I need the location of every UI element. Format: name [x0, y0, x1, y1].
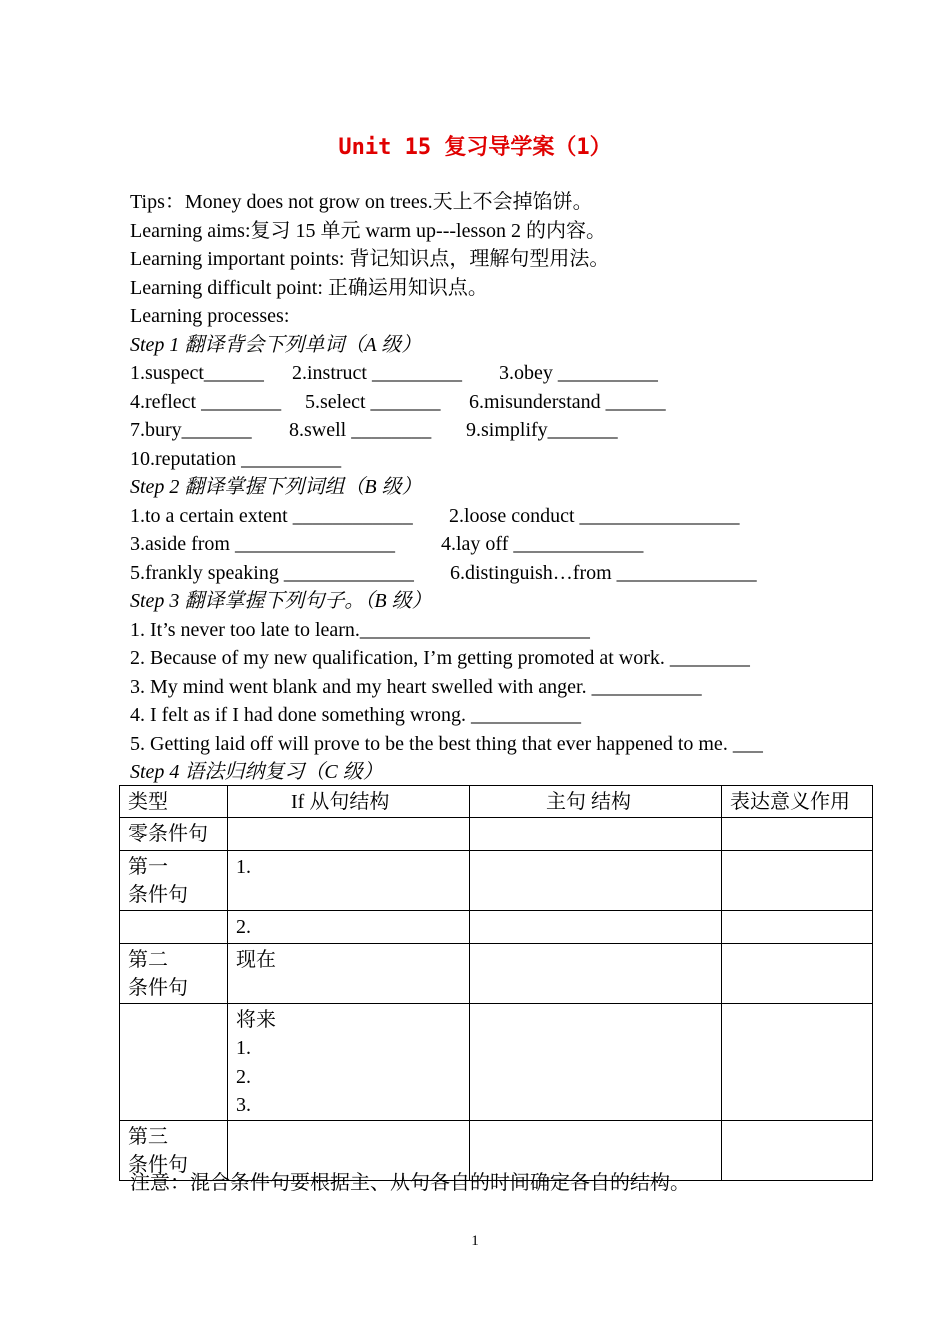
type-cell: 零条件句: [120, 817, 228, 850]
step3-heading: Step 3 翻译掌握下列句子。（B 级）: [130, 590, 432, 612]
header-meaning: 表达意义作用: [722, 786, 873, 818]
meaning-cell[interactable]: [722, 943, 873, 1003]
if-clause-cell[interactable]: 1.: [228, 850, 470, 910]
if-clause-cell[interactable]: 将来 1. 2. 3.: [228, 1003, 470, 1120]
table-row: [120, 1003, 873, 1120]
main-clause-cell[interactable]: [470, 910, 722, 943]
main-clause-cell[interactable]: [470, 817, 722, 850]
word-item: 7.bury_______: [130, 419, 252, 441]
table-row: [120, 943, 873, 1003]
main-clause-cell[interactable]: [470, 1003, 722, 1120]
phrase-item: 4.lay off _____________: [441, 533, 644, 555]
aims-line: Learning aims:复习 15 单元 warm up---lesson 2 的内容。: [130, 219, 607, 242]
step4-heading: Step 4 语法归纳复习（C 级）: [130, 761, 383, 783]
word-item: 3.obey __________: [499, 362, 658, 384]
word-item: 9.simplify_______: [466, 419, 618, 441]
meaning-cell[interactable]: [722, 817, 873, 850]
note-line: 注意：混合条件句要根据主、从句各自的时间确定各自的结构。: [130, 1172, 690, 1194]
header-type: 类型: [120, 786, 228, 818]
sentence-item: 3. My mind went blank and my heart swelled with anger. ___________: [130, 675, 702, 698]
table-row: [120, 817, 873, 850]
main-clause-cell[interactable]: [470, 850, 722, 910]
phrase-item: 1.to a certain extent ____________: [130, 504, 413, 527]
step1-row: [130, 445, 830, 474]
word-item: 5.select _______: [305, 390, 441, 413]
if-clause-cell[interactable]: [228, 817, 470, 850]
important-points-line: Learning important points: 背记知识点，理解句型用法。: [130, 248, 610, 270]
step2-heading: Step 2 翻译掌握下列词组（B 级）: [130, 476, 422, 498]
word-item: 6.misunderstand ______: [469, 390, 666, 413]
tips-line: Tips：Money does not grow on trees.天上不会掉馅饼。: [130, 191, 593, 213]
step2-row: [130, 502, 830, 531]
type-cell: 第三 条件句: [120, 1120, 228, 1180]
type-cell: [120, 1003, 228, 1120]
phrase-item: 6.distinguish…from ______________: [450, 561, 757, 584]
word-item: 4.reflect ________: [130, 390, 282, 413]
meaning-cell[interactable]: [722, 910, 873, 943]
word-item: 2.instruct _________: [292, 362, 462, 384]
page-number: 1: [471, 1233, 479, 1249]
table-row: [120, 850, 873, 910]
if-clause-cell[interactable]: 2.: [228, 910, 470, 943]
sentence-item: 1. It’s never too late to learn._______________________: [130, 618, 590, 641]
step1-row: [130, 416, 830, 445]
sentence-item: 4. I felt as if I had done something wrong. ___________: [130, 704, 582, 726]
processes-line: Learning processes:: [130, 305, 290, 327]
phrase-item: 5.frankly speaking _____________: [130, 561, 414, 584]
phrase-item: 3.aside from ________________: [130, 533, 395, 555]
step1-heading: Step 1 翻译背会下列单词（A 级）: [130, 333, 422, 356]
page-title: Unit 15 复习导学案（1）: [338, 135, 612, 160]
difficult-point-line: Learning difficult point: 正确运用知识点。: [130, 276, 488, 299]
phrase-item: 2.loose conduct ________________: [449, 504, 740, 527]
step1-row: [130, 388, 830, 417]
table-header-row: [120, 786, 873, 818]
word-item: 8.swell ________: [289, 419, 432, 441]
type-cell: 第一 条件句: [120, 850, 228, 910]
type-cell: [120, 910, 228, 943]
step2-row: [130, 530, 830, 559]
table-row: [120, 910, 873, 943]
if-clause-cell[interactable]: 现在: [228, 943, 470, 1003]
word-item: 1.suspect______: [130, 362, 264, 384]
sentence-item: 2. Because of my new qualification, I’m getting promoted at work. ________: [130, 647, 750, 669]
main-clause-cell[interactable]: [470, 943, 722, 1003]
worksheet-body: [130, 188, 830, 787]
header-main-clause: 主句 结构: [470, 786, 722, 818]
step1-row: [130, 359, 830, 388]
type-cell: 第二 条件句: [120, 943, 228, 1003]
word-item: 10.reputation __________: [130, 447, 342, 470]
meaning-cell[interactable]: [722, 1003, 873, 1120]
meaning-cell[interactable]: [722, 1120, 873, 1180]
meaning-cell[interactable]: [722, 850, 873, 910]
grammar-table: [119, 785, 873, 1181]
sentence-item: 5. Getting laid off will prove to be the best thing that ever happened to me. ___: [130, 732, 763, 755]
header-if-clause: If 从句结构: [228, 786, 470, 818]
step2-row: [130, 559, 830, 588]
